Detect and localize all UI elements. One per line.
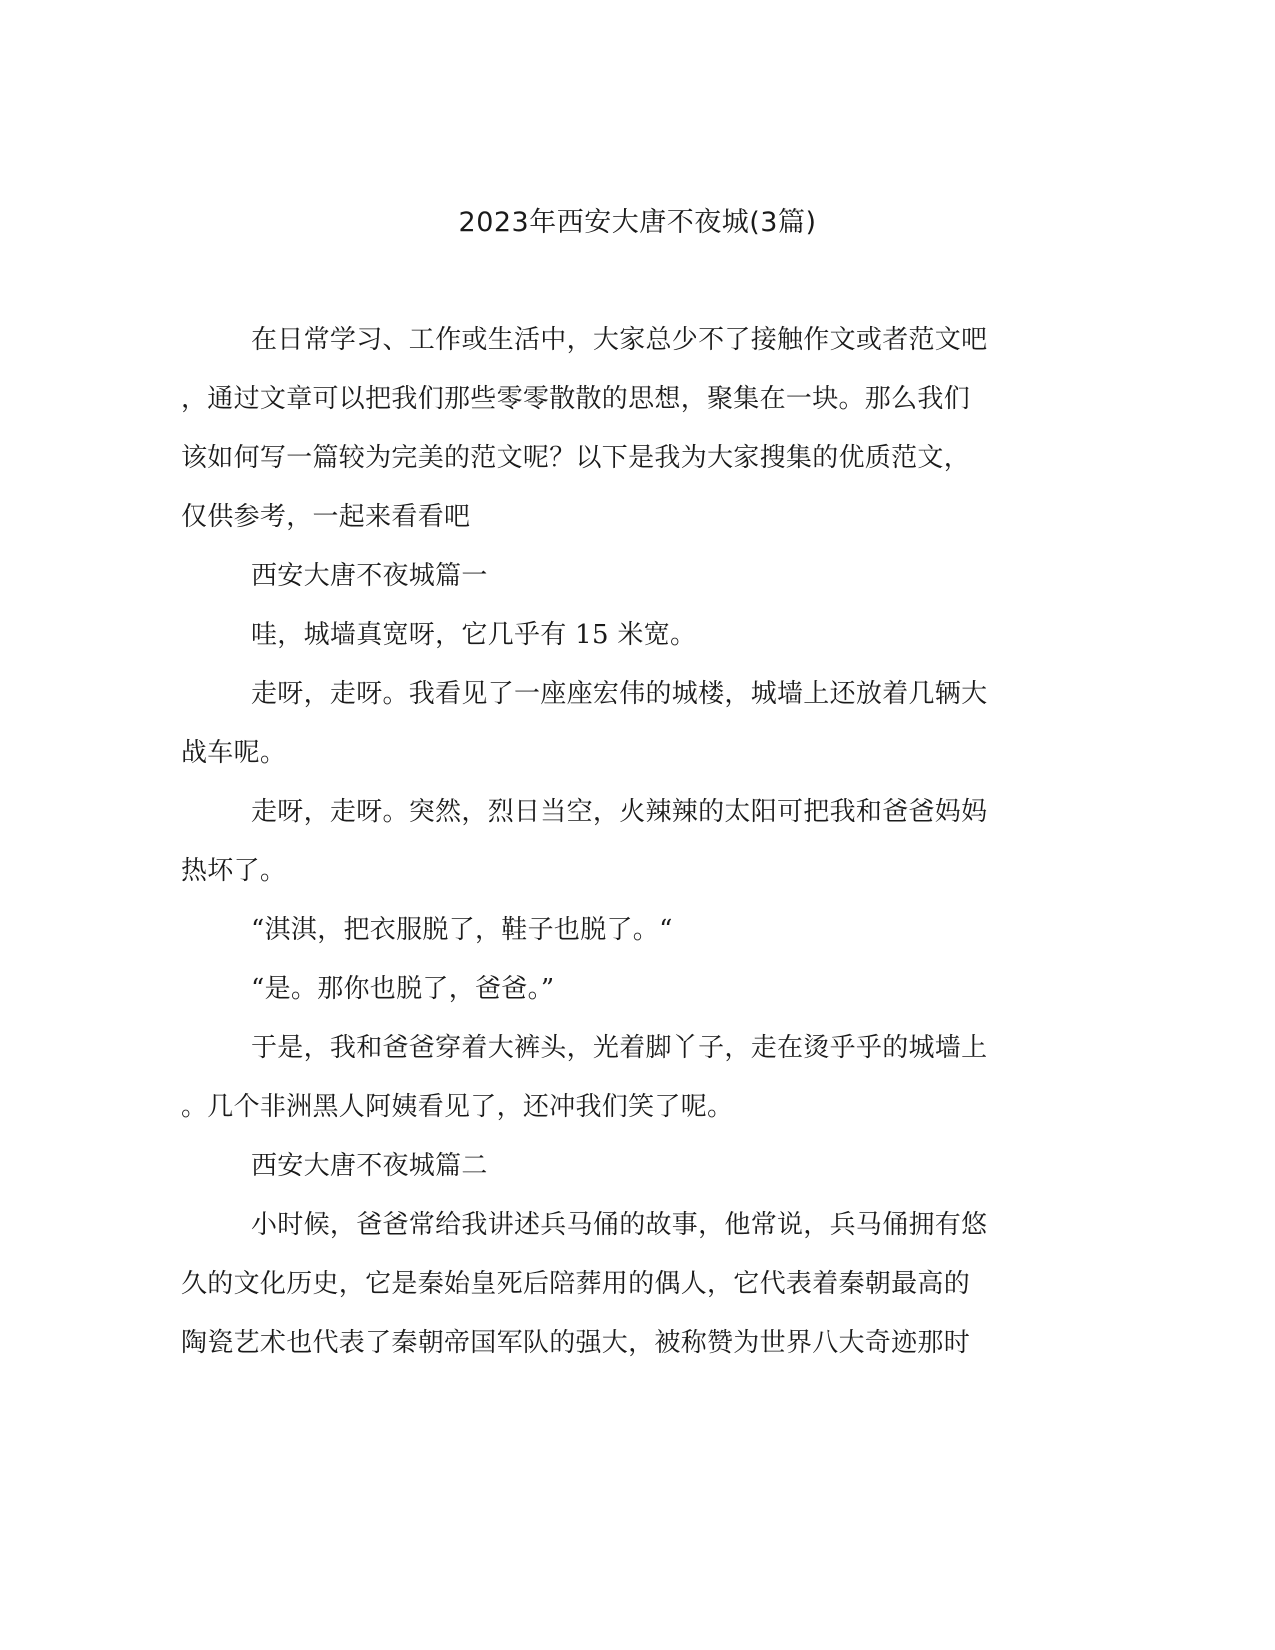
- text-line: 陶瓷艺术也代表了秦朝帝国军队的强大，被称赞为世界八大奇迹那时: [181, 1328, 971, 1358]
- document-title: 2023年西安大唐不夜城(3篇): [458, 207, 817, 238]
- text-line: 久的文化历史，它是秦始皇死后陪葬用的偶人，它代表着秦朝最高的: [181, 1269, 971, 1299]
- text-line: 小时候，爸爸常给我讲述兵马俑的故事，他常说，兵马俑拥有悠: [251, 1210, 988, 1240]
- text-line: “淇淇，把衣服脱了，鞋子也脱了。“: [251, 915, 673, 945]
- paragraph: [181, 606, 1033, 665]
- paragraph: [181, 665, 1033, 783]
- text-line: 走呀，走呀。突然，烈日当空，火辣辣的太阳可把我和爸爸妈妈: [251, 797, 988, 827]
- paragraph-dialogue: [181, 960, 1033, 1019]
- paragraph: [181, 783, 1033, 901]
- text-line: 走呀，走呀。我看见了一座座宏伟的城楼，城墙上还放着几辆大: [251, 679, 988, 709]
- text-line: “是。那你也脱了，爸爸。”: [251, 974, 555, 1004]
- text-line: 西安大唐不夜城篇一: [251, 561, 488, 591]
- text-line: 仅供参考，一起来看看吧: [181, 502, 471, 532]
- text-line: 在日常学习、工作或生活中，大家总少不了接触作文或者范文吧: [251, 325, 988, 355]
- text-line: 该如何写一篇较为完美的范文呢？以下是我为大家搜集的优质范文，: [181, 443, 971, 473]
- text-line: 于是，我和爸爸穿着大裤头，光着脚丫子，走在烫乎乎的城墙上: [251, 1033, 988, 1063]
- paragraph: [181, 1196, 1033, 1373]
- text-line: 西安大唐不夜城篇二: [251, 1151, 488, 1181]
- text-line: 。几个非洲黑人阿姨看见了，还冲我们笑了呢。: [181, 1092, 734, 1122]
- document-body: [181, 311, 1033, 1373]
- text-line: 战车呢。: [181, 738, 287, 768]
- paragraph-dialogue: [181, 901, 1033, 960]
- text-line: 哇，城墙真宽呀，它几乎有 15 米宽。: [251, 620, 697, 650]
- section-heading-part-one: [181, 547, 1033, 606]
- paragraph: [181, 1019, 1033, 1137]
- paragraph-intro: [181, 311, 1033, 547]
- section-heading-part-two: [181, 1137, 1033, 1196]
- text-line: 热坏了。: [181, 856, 287, 886]
- text-line: ，通过文章可以把我们那些零零散散的思想，聚集在一块。那么我们: [181, 384, 971, 414]
